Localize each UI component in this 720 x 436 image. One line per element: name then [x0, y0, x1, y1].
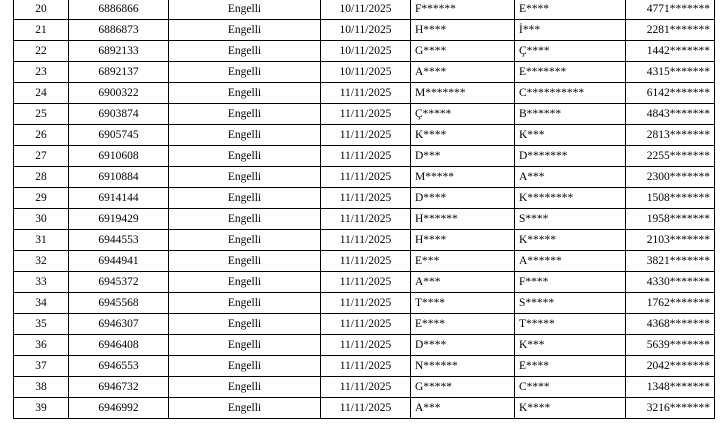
last-name-cell: S**** [515, 209, 626, 230]
category-cell: Engelli [169, 0, 321, 20]
last-name-cell: C**** [515, 377, 626, 398]
row-number-cell: 21 [14, 20, 69, 41]
date-cell: 11/11/2025 [321, 377, 411, 398]
row-number-cell: 39 [14, 398, 69, 419]
category-cell: Engelli [169, 62, 321, 83]
category-cell: Engelli [169, 104, 321, 125]
table-row [14, 314, 715, 335]
application-number-cell: 6919429 [69, 209, 169, 230]
date-cell: 11/11/2025 [321, 398, 411, 419]
application-number-cell: 6945372 [69, 272, 169, 293]
application-number-cell: 6903874 [69, 104, 169, 125]
last-name-cell: K***** [515, 230, 626, 251]
table-body [14, 0, 715, 419]
first-name-cell: K**** [411, 125, 515, 146]
row-number-cell: 31 [14, 230, 69, 251]
table-row [14, 251, 715, 272]
date-cell: 11/11/2025 [321, 146, 411, 167]
table-row [14, 104, 715, 125]
date-cell: 11/11/2025 [321, 314, 411, 335]
table-row [14, 146, 715, 167]
application-number-cell: 6886873 [69, 20, 169, 41]
id-number-cell: 1348******* [626, 377, 715, 398]
first-name-cell: F****** [411, 0, 515, 20]
first-name-cell: D**** [411, 188, 515, 209]
date-cell: 11/11/2025 [321, 356, 411, 377]
id-number-cell: 2042******* [626, 356, 715, 377]
application-number-cell: 6946732 [69, 377, 169, 398]
last-name-cell: K**** [515, 398, 626, 419]
first-name-cell: G***** [411, 377, 515, 398]
category-cell: Engelli [169, 167, 321, 188]
row-number-cell: 24 [14, 83, 69, 104]
first-name-cell: E*** [411, 251, 515, 272]
date-cell: 11/11/2025 [321, 125, 411, 146]
row-number-cell: 28 [14, 167, 69, 188]
row-number-cell: 35 [14, 314, 69, 335]
applicant-table [13, 0, 715, 419]
first-name-cell: D**** [411, 335, 515, 356]
table-row [14, 209, 715, 230]
row-number-cell: 37 [14, 356, 69, 377]
date-cell: 11/11/2025 [321, 188, 411, 209]
last-name-cell: C********** [515, 83, 626, 104]
date-cell: 10/11/2025 [321, 41, 411, 62]
category-cell: Engelli [169, 83, 321, 104]
application-number-cell: 6914144 [69, 188, 169, 209]
last-name-cell: A****** [515, 251, 626, 272]
application-number-cell: 6944941 [69, 251, 169, 272]
application-number-cell: 6910884 [69, 167, 169, 188]
last-name-cell: E**** [515, 0, 626, 20]
table-row [14, 293, 715, 314]
last-name-cell: İ*** [515, 20, 626, 41]
date-cell: 10/11/2025 [321, 62, 411, 83]
date-cell: 11/11/2025 [321, 209, 411, 230]
first-name-cell: M***** [411, 167, 515, 188]
first-name-cell: M******* [411, 83, 515, 104]
date-cell: 11/11/2025 [321, 167, 411, 188]
first-name-cell: Ç***** [411, 104, 515, 125]
first-name-cell: T**** [411, 293, 515, 314]
row-number-cell: 20 [14, 0, 69, 20]
id-number-cell: 4771******* [626, 0, 715, 20]
id-number-cell: 1508******* [626, 188, 715, 209]
table-row [14, 62, 715, 83]
last-name-cell: Ç**** [515, 41, 626, 62]
id-number-cell: 2281******* [626, 20, 715, 41]
last-name-cell: E******* [515, 62, 626, 83]
last-name-cell: K*** [515, 125, 626, 146]
application-number-cell: 6892133 [69, 41, 169, 62]
application-number-cell: 6905745 [69, 125, 169, 146]
id-number-cell: 4330******* [626, 272, 715, 293]
first-name-cell: E**** [411, 314, 515, 335]
table-row [14, 398, 715, 419]
date-cell: 11/11/2025 [321, 251, 411, 272]
date-cell: 11/11/2025 [321, 104, 411, 125]
id-number-cell: 1442******* [626, 41, 715, 62]
row-number-cell: 27 [14, 146, 69, 167]
last-name-cell: D******* [515, 146, 626, 167]
table-row [14, 272, 715, 293]
id-number-cell: 4843******* [626, 104, 715, 125]
row-number-cell: 33 [14, 272, 69, 293]
category-cell: Engelli [169, 272, 321, 293]
id-number-cell: 3216******* [626, 398, 715, 419]
id-number-cell: 2103******* [626, 230, 715, 251]
last-name-cell: E**** [515, 356, 626, 377]
category-cell: Engelli [169, 146, 321, 167]
application-number-cell: 6892137 [69, 62, 169, 83]
id-number-cell: 5639******* [626, 335, 715, 356]
date-cell: 11/11/2025 [321, 293, 411, 314]
category-cell: Engelli [169, 230, 321, 251]
category-cell: Engelli [169, 20, 321, 41]
table-row [14, 335, 715, 356]
row-number-cell: 23 [14, 62, 69, 83]
row-number-cell: 29 [14, 188, 69, 209]
application-number-cell: 6910608 [69, 146, 169, 167]
id-number-cell: 1762******* [626, 293, 715, 314]
table-row [14, 0, 715, 20]
table-row [14, 188, 715, 209]
application-number-cell: 6946553 [69, 356, 169, 377]
first-name-cell: N****** [411, 356, 515, 377]
application-number-cell: 6946408 [69, 335, 169, 356]
row-number-cell: 32 [14, 251, 69, 272]
application-number-cell: 6946307 [69, 314, 169, 335]
first-name-cell: G**** [411, 41, 515, 62]
category-cell: Engelli [169, 356, 321, 377]
id-number-cell: 4315******* [626, 62, 715, 83]
last-name-cell: B****** [515, 104, 626, 125]
row-number-cell: 36 [14, 335, 69, 356]
row-number-cell: 38 [14, 377, 69, 398]
table-row [14, 377, 715, 398]
table-row [14, 41, 715, 62]
category-cell: Engelli [169, 41, 321, 62]
category-cell: Engelli [169, 209, 321, 230]
row-number-cell: 30 [14, 209, 69, 230]
category-cell: Engelli [169, 125, 321, 146]
first-name-cell: H**** [411, 20, 515, 41]
date-cell: 10/11/2025 [321, 20, 411, 41]
category-cell: Engelli [169, 314, 321, 335]
id-number-cell: 2813******* [626, 125, 715, 146]
first-name-cell: D*** [411, 146, 515, 167]
application-number-cell: 6945568 [69, 293, 169, 314]
application-number-cell: 6946992 [69, 398, 169, 419]
table-row [14, 230, 715, 251]
category-cell: Engelli [169, 251, 321, 272]
category-cell: Engelli [169, 293, 321, 314]
table-row [14, 20, 715, 41]
row-number-cell: 25 [14, 104, 69, 125]
category-cell: Engelli [169, 377, 321, 398]
category-cell: Engelli [169, 335, 321, 356]
table-row [14, 125, 715, 146]
first-name-cell: H****** [411, 209, 515, 230]
date-cell: 11/11/2025 [321, 83, 411, 104]
id-number-cell: 2255******* [626, 146, 715, 167]
id-number-cell: 2300******* [626, 167, 715, 188]
date-cell: 11/11/2025 [321, 230, 411, 251]
id-number-cell: 3821******* [626, 251, 715, 272]
last-name-cell: K******** [515, 188, 626, 209]
category-cell: Engelli [169, 398, 321, 419]
row-number-cell: 34 [14, 293, 69, 314]
application-number-cell: 6900322 [69, 83, 169, 104]
application-number-cell: 6886866 [69, 0, 169, 20]
table-row [14, 356, 715, 377]
id-number-cell: 1958******* [626, 209, 715, 230]
last-name-cell: T***** [515, 314, 626, 335]
last-name-cell: A*** [515, 167, 626, 188]
category-cell: Engelli [169, 188, 321, 209]
row-number-cell: 26 [14, 125, 69, 146]
table-row [14, 167, 715, 188]
date-cell: 10/11/2025 [321, 0, 411, 20]
first-name-cell: H**** [411, 230, 515, 251]
first-name-cell: A**** [411, 62, 515, 83]
date-cell: 11/11/2025 [321, 272, 411, 293]
last-name-cell: K*** [515, 335, 626, 356]
date-cell: 11/11/2025 [321, 335, 411, 356]
application-number-cell: 6944553 [69, 230, 169, 251]
row-number-cell: 22 [14, 41, 69, 62]
id-number-cell: 6142******* [626, 83, 715, 104]
last-name-cell: S***** [515, 293, 626, 314]
first-name-cell: A*** [411, 272, 515, 293]
first-name-cell: A*** [411, 398, 515, 419]
last-name-cell: F**** [515, 272, 626, 293]
id-number-cell: 4368******* [626, 314, 715, 335]
table-row [14, 83, 715, 104]
